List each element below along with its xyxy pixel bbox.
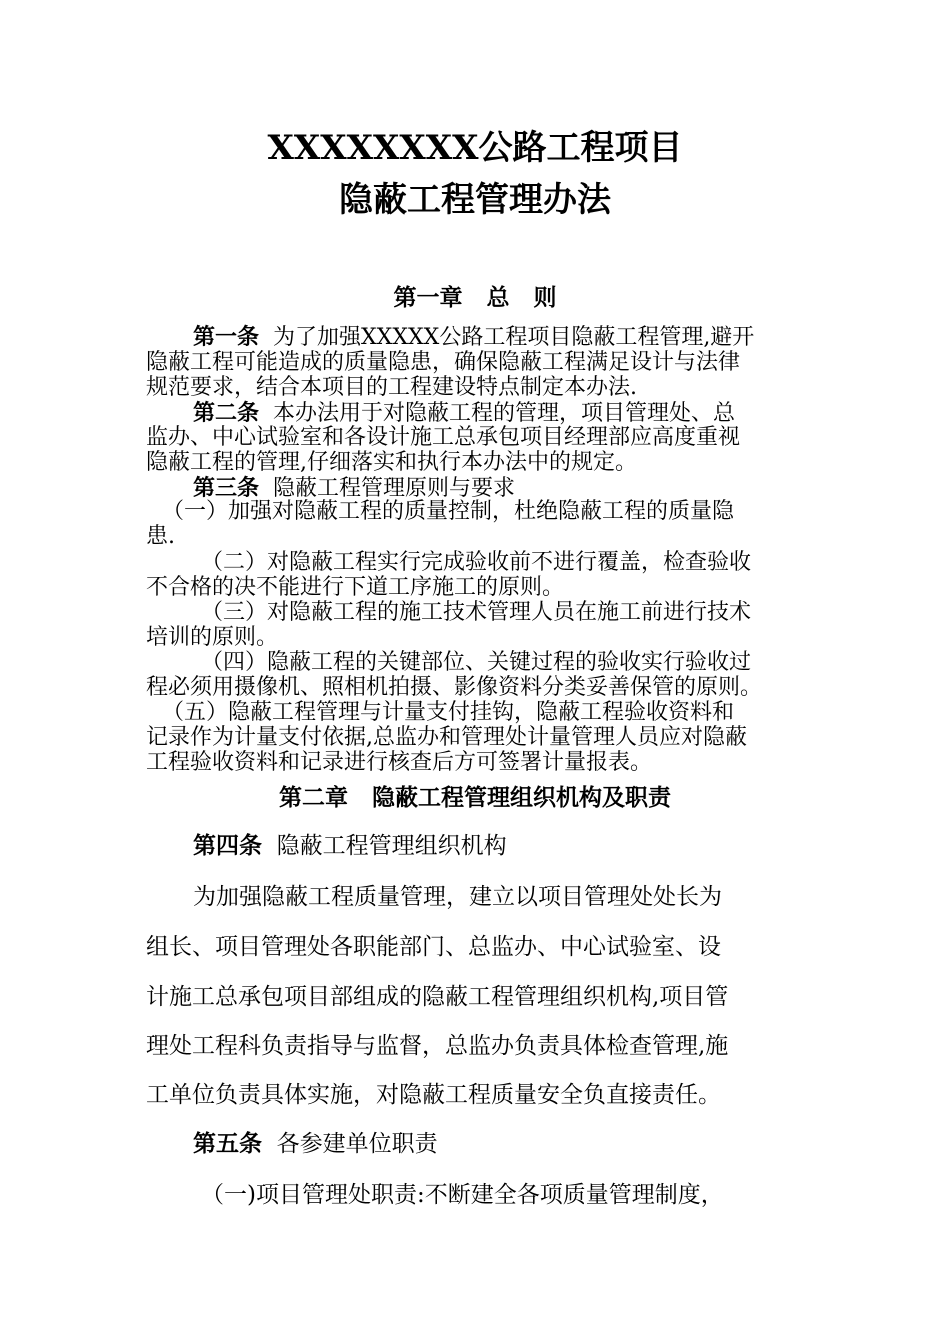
article3-item1-line2: 患.	[146, 524, 175, 549]
article3-item2-line2: 不合格的决不能进行下道工序施工的原则。	[146, 575, 565, 600]
article3-text: 隐蔽工程管理原则与要求	[259, 476, 516, 501]
article5-line1	[193, 1129, 438, 1159]
article2-text: 本办法用于对隐蔽工程的管理，项目管理处、总	[259, 401, 736, 426]
article4-para-line4: 理处工程科负责指导与监督，总监办负责具体检查管理,施	[146, 1033, 729, 1059]
article3-item5-line3: 工程验收资料和记录进行核查后方可签署计量报表。	[146, 750, 653, 775]
article4-line1	[193, 831, 507, 861]
article3-item3-line2: 培训的原则。	[146, 625, 279, 650]
article3-line1	[193, 475, 515, 502]
article3-item4-line2: 程必须用摄像机、照相机拍摄、影像资料分类妥善保管的原则。	[146, 675, 763, 700]
article1-line3: 规范要求，结合本项目的工程建设特点制定本办法.	[146, 375, 637, 400]
document-title-line2: 隐蔽工程管理办法	[339, 180, 611, 220]
article1-text: 为了加强XXXXX公路工程项目隐蔽工程管理,避开	[259, 325, 755, 350]
article3-item5-line2: 记录作为计量支付依据,总监办和管理处计量管理人员应对隐蔽	[146, 725, 747, 750]
article4-para-line2: 组长、项目管理处各职能部门、总监办、中心试验室、设	[146, 934, 721, 960]
chapter2-heading: 第二章 隐蔽工程管理组织机构及职责	[278, 784, 672, 811]
article3-item4-line1: （四）隐蔽工程的关键部位、关键过程的验收实行验收过	[201, 650, 752, 675]
article4-para-line3: 计施工总承包项目部组成的隐蔽工程管理组织机构,项目管	[146, 984, 729, 1010]
article5-label: 第五条	[193, 1130, 262, 1157]
article2-line1	[193, 400, 735, 427]
article4-label: 第四条	[193, 832, 262, 859]
article4-text: 隐蔽工程管理组织机构	[262, 833, 507, 859]
article3-item1-line1: （一）加强对隐蔽工程的质量控制，杜绝隐蔽工程的质量隐	[162, 499, 735, 524]
article1-line2: 隐蔽工程可能造成的质量隐患，确保隐蔽工程满足设计与法律	[146, 350, 741, 375]
article5-text: 各参建单位职责	[262, 1131, 438, 1157]
article1-line1	[193, 324, 754, 351]
article5-item1-line1: （一)项目管理处职责:不断建全各项质量管理制度，	[201, 1182, 724, 1208]
article2-line3: 隐蔽工程的管理,仔细落实和执行本办法中的规定。	[146, 450, 637, 475]
article1-label: 第一条	[193, 324, 260, 350]
chapter1-heading: 第一章 总 则	[393, 284, 557, 311]
article3-label: 第三条	[193, 475, 260, 501]
article4-para-line1: 为加强隐蔽工程质量管理，建立以项目管理处处长为	[193, 884, 722, 910]
article3-item5-line1: （五）隐蔽工程管理与计量支付挂钩，隐蔽工程验收资料和	[162, 700, 735, 725]
document-title-line1: XXXXXXXX公路工程项目	[267, 128, 683, 168]
article4-para-line5: 工单位负责具体实施，对隐蔽工程质量安全负直接责任。	[146, 1082, 721, 1108]
article3-item2-line1: （二）对隐蔽工程实行完成验收前不进行覆盖，检查验收	[201, 550, 752, 575]
article3-item3-line1: （三）对隐蔽工程的施工技术管理人员在施工前进行技术	[201, 600, 752, 625]
article2-label: 第二条	[193, 400, 260, 426]
article2-line2: 监办、中心试验室和各设计施工总承包项目经理部应高度重视	[146, 425, 741, 450]
